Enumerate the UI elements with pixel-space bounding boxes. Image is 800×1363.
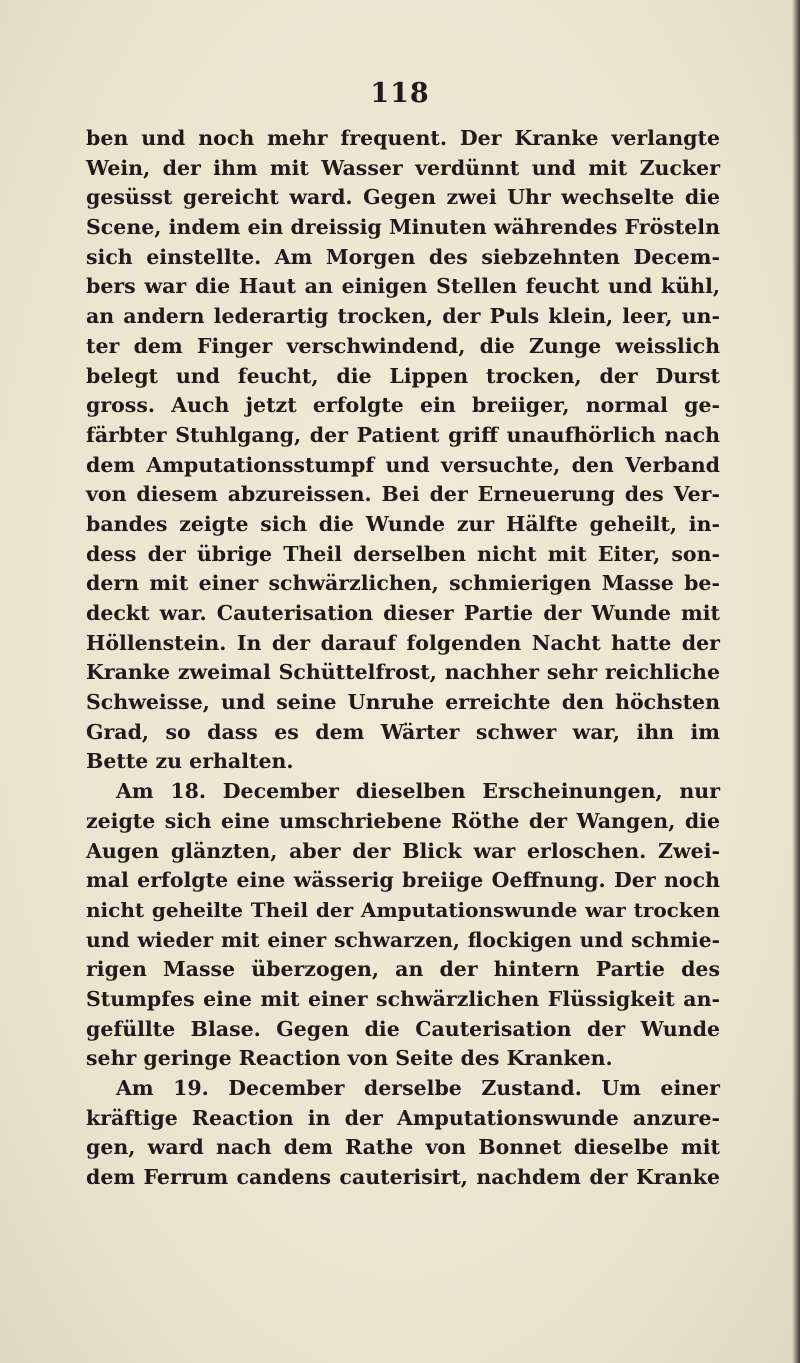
text-line: Am 19. December derselbe Zustand. Um einer: [116, 1076, 720, 1100]
text-line: Augen glänzten, aber der Blick war erloschen. Zwei-: [86, 838, 720, 863]
text-line: Scene, indem ein dreissig Minuten währendes Frösteln: [86, 215, 720, 240]
text-line: an andern lederartig trocken, der Puls klein, leer, un-: [86, 304, 720, 329]
text-line: mal erfolgte eine wässerig breiige Oeffnung. Der noch: [86, 868, 720, 893]
text-line: dess der übrige Theil derselben nicht mit Eiter, son-: [86, 541, 720, 566]
text-line: gen, ward nach dem Rathe von Bonnet dieselbe mit: [86, 1135, 720, 1160]
text-line: Bette zu erhalten.: [86, 749, 294, 774]
text-line: bers war die Haut an einigen Stellen feucht und kühl,: [86, 274, 720, 299]
text-line: Höllenstein. In der darauf folgenden Nacht hatte der: [86, 630, 720, 655]
text-line: belegt und feucht, die Lippen trocken, der Durst: [86, 363, 720, 388]
text-line: dem Ferrum candens cauterisirt, nachdem der Kranke: [86, 1165, 720, 1190]
text-line: nicht geheilte Theil der Amputationswunde war trocken: [86, 897, 720, 922]
page-edge-shadow: [792, 0, 800, 1363]
text-line: gefüllte Blase. Gegen die Cauterisation der Wunde: [86, 1016, 720, 1041]
text-line: und wieder mit einer schwarzen, flockigen und schmie-: [86, 927, 720, 952]
text-line: sich einstellte. Am Morgen des siebzehnten Decem-: [86, 244, 720, 269]
page-number: 118: [370, 78, 430, 109]
text-line: rigen Masse überzogen, an der hintern Partie des: [86, 957, 720, 982]
text-line: Am 18. December dieselben Erscheinungen, nur: [116, 779, 720, 804]
text-line: Kranke zweimal Schüttelfrost, nachher sehr reichliche: [86, 660, 720, 685]
text-line: Stumpfes eine mit einer schwärzlichen Flüssigkeit an-: [86, 986, 720, 1011]
text-line: kräftige Reaction in der Amputationswunde anzure-: [86, 1105, 720, 1130]
text-line: deckt war. Cauterisation dieser Partie der Wunde mit: [86, 601, 720, 625]
text-line: Wein, der ihm mit Wasser verdünnt und mit Zucker: [86, 155, 720, 180]
text-line: gross. Auch jetzt erfolgte ein breiiger, normal ge-: [86, 393, 720, 418]
text-line: bandes zeigte sich die Wunde zur Hälfte geheilt, in-: [86, 511, 720, 536]
text-line: färbter Stuhlgang, der Patient griff unaufhörlich nach: [86, 422, 720, 447]
text-line: ben und noch mehr frequent. Der Kranke verlangte: [86, 126, 720, 150]
text-line: sehr geringe Reaction von Seite des Kranken.: [86, 1046, 613, 1071]
text-line: gesüsst gereicht ward. Gegen zwei Uhr wechselte die: [86, 185, 720, 210]
text-line: von diesem abzureissen. Bei der Erneuerung des Ver-: [86, 482, 720, 507]
body-text: [86, 124, 720, 1193]
text-line: ter dem Finger verschwindend, die Zunge weisslich: [86, 333, 720, 358]
text-line: Schweisse, und seine Unruhe erreichte den höchsten: [86, 690, 720, 715]
text-line: Grad, so dass es dem Wärter schwer war, ihn im: [86, 719, 720, 744]
text-line: zeigte sich eine umschriebene Röthe der Wangen, die: [86, 808, 720, 833]
text-line: dern mit einer schwärzlichen, schmierigen Masse be-: [86, 571, 720, 596]
text-line: dem Amputationsstumpf und versuchte, den Verband: [86, 452, 720, 477]
